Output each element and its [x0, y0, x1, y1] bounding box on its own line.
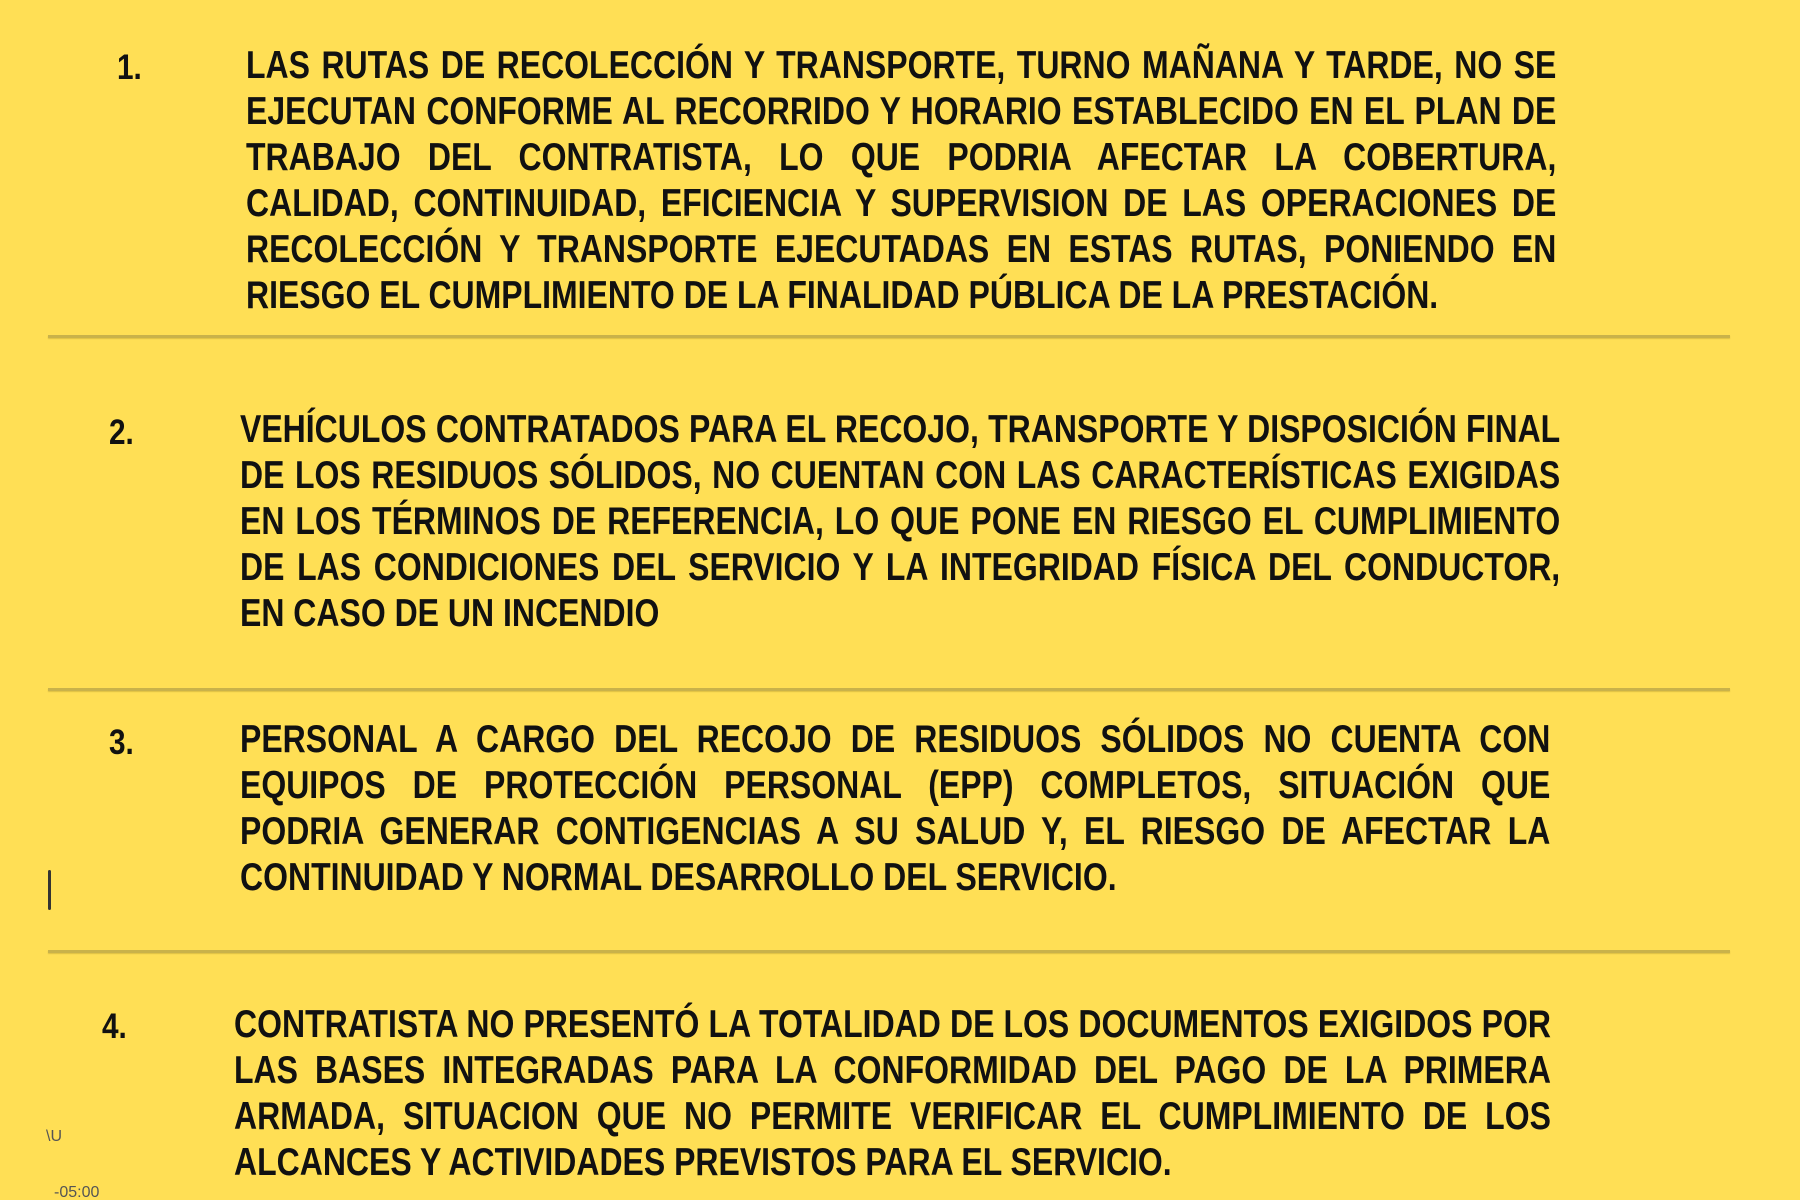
bottom-edge-fragment: -05:00: [54, 1184, 100, 1200]
item-number-4: 4.: [102, 1007, 127, 1046]
item-text-4: CONTRATISTA NO PRESENTÓ LA TOTALIDAD DE LOS DOCUMENTOS EXIGIDOS POR LAS BASES INTEGRADAS PARA LA CONFORMIDAD DEL PAGO DE LA PRIMERA ARMADA, SITUACION QUE NO PERMITE VERIFICAR EL CUMPLIMIENTO DE LOS ALCANCES Y ACTIVIDADES PREVISTOS PARA EL SERVICIO.: [234, 1003, 1551, 1184]
item-number-3: 3.: [109, 723, 134, 762]
item-text-1: LAS RUTAS DE RECOLECCIÓN Y TRANSPORTE, TURNO MAÑANA Y TARDE, NO SE EJECUTAN CONFORME AL RECORRIDO Y HORARIO ESTABLECIDO EN EL PLAN DE TRABAJO DEL CONTRATISTA, LO QUE PODRIA AFECTAR LA COBERTURA, CALIDAD, CONTINUIDAD, EFICIENCIA Y SUPERVISION DE LAS OPERACIONES DE RECOLECCIÓN Y TRANSPORTE EJECUTADAS EN ESTAS RUTAS, PONIENDO EN RIESGO EL CUMPLIMIENTO DE LA FINALIDAD PÚBLICA DE LA PRESTACIÓN.: [246, 44, 1557, 317]
item-text-3: PERSONAL A CARGO DEL RECOJO DE RESIDUOS SÓLIDOS NO CUENTA CON EQUIPOS DE PROTECCIÓN PERSONAL (EPP) COMPLETOS, SITUACIÓN QUE PODRIA GENERAR CONTIGENCIAS A SU SALUD Y, EL RIESGO DE AFECTAR LA CONTINUIDAD Y NORMAL DESARROLLO DEL SERVICIO.: [240, 718, 1551, 899]
separator-1: [48, 335, 1730, 338]
item-number-1: 1.: [117, 48, 142, 87]
item-text-2: VEHÍCULOS CONTRATADOS PARA EL RECOJO, TRANSPORTE Y DISPOSICIÓN FINAL DE LOS RESIDUOS SÓLIDOS, NO CUENTAN CON LAS CARACTERÍSTICAS EXIGIDAS EN LOS TÉRMINOS DE REFERENCIA, LO QUE PONE EN RIESGO EL CUMPLIMIENTO DE LAS CONDICIONES DEL SERVICIO Y LA INTEGRIDAD FÍSICA DEL CONDUCTOR, EN CASO DE UN INCENDIO: [240, 408, 1561, 635]
left-edge-fragment: \U: [46, 1128, 62, 1145]
separator-2: [48, 688, 1730, 691]
edge-mark: [48, 870, 51, 910]
separator-3: [48, 950, 1730, 953]
item-number-2: 2.: [109, 413, 134, 452]
